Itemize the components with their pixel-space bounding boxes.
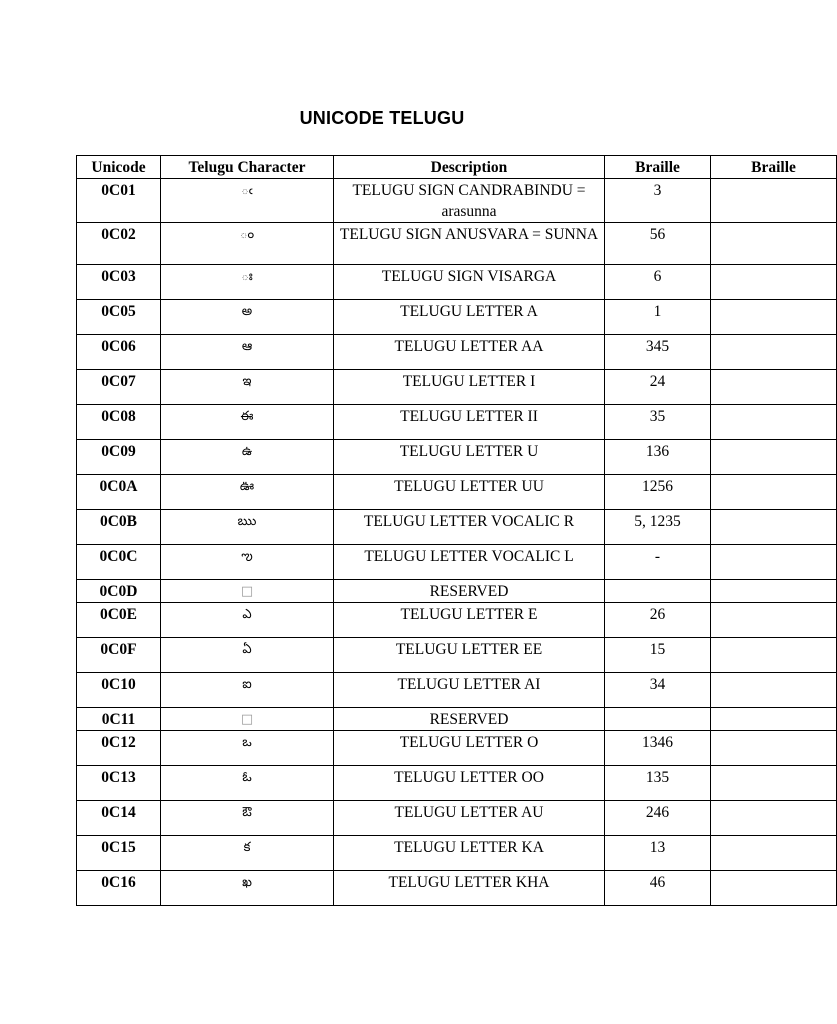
telugu-character-cell: ఌ xyxy=(161,545,334,580)
unicode-code-cell: 0C08 xyxy=(77,405,161,440)
unicode-code-cell: 0C12 xyxy=(77,731,161,766)
braille-cell: 3 xyxy=(605,179,711,223)
table-row xyxy=(77,801,837,836)
description-cell: TELUGU LETTER AA xyxy=(334,335,605,370)
braille-2-cell xyxy=(711,405,837,440)
braille-cell: 46 xyxy=(605,871,711,906)
telugu-character-cell: ఆ xyxy=(161,335,334,370)
unicode-code-cell: 0C11 xyxy=(77,708,161,731)
braille-cell: 13 xyxy=(605,836,711,871)
telugu-character-cell: ః xyxy=(161,265,334,300)
table-row xyxy=(77,731,837,766)
telugu-character-cell: □ xyxy=(161,580,334,603)
braille-cell: 56 xyxy=(605,223,711,265)
braille-cell: 135 xyxy=(605,766,711,801)
braille-cell: 136 xyxy=(605,440,711,475)
description-cell: TELUGU LETTER U xyxy=(334,440,605,475)
description-cell: TELUGU LETTER I xyxy=(334,370,605,405)
table-row xyxy=(77,580,837,603)
telugu-character-cell: □ xyxy=(161,708,334,731)
braille-2-cell xyxy=(711,731,837,766)
description-cell: RESERVED xyxy=(334,580,605,603)
description-cell: TELUGU LETTER KA xyxy=(334,836,605,871)
unicode-code-cell: 0C0F xyxy=(77,638,161,673)
braille-2-cell xyxy=(711,638,837,673)
unicode-code-cell: 0C10 xyxy=(77,673,161,708)
braille-cell: 345 xyxy=(605,335,711,370)
table-row xyxy=(77,603,837,638)
telugu-character-cell: ఇ xyxy=(161,370,334,405)
telugu-character-cell: ఒ xyxy=(161,731,334,766)
description-cell: TELUGU LETTER EE xyxy=(334,638,605,673)
braille-2-cell xyxy=(711,475,837,510)
braille-cell: 246 xyxy=(605,801,711,836)
braille-2-cell xyxy=(711,545,837,580)
braille-2-cell xyxy=(711,580,837,603)
column-header-braille-2: Braille xyxy=(711,156,837,179)
braille-2-cell xyxy=(711,265,837,300)
unicode-table xyxy=(76,155,837,906)
telugu-character-cell: ఎ xyxy=(161,603,334,638)
table-row xyxy=(77,766,837,801)
description-cell: TELUGU LETTER UU xyxy=(334,475,605,510)
braille-2-cell xyxy=(711,603,837,638)
telugu-character-cell: అ xyxy=(161,300,334,335)
description-cell: TELUGU LETTER VOCALIC L xyxy=(334,545,605,580)
column-header-braille: Braille xyxy=(605,156,711,179)
description-cell: TELUGU SIGN VISARGA xyxy=(334,265,605,300)
table-row xyxy=(77,836,837,871)
braille-2-cell xyxy=(711,335,837,370)
table-row xyxy=(77,223,837,265)
table-row xyxy=(77,510,837,545)
column-header-description: Description xyxy=(334,156,605,179)
unicode-code-cell: 0C13 xyxy=(77,766,161,801)
braille-cell xyxy=(605,580,711,603)
telugu-character-cell: ఖ xyxy=(161,871,334,906)
braille-2-cell xyxy=(711,510,837,545)
unicode-code-cell: 0C07 xyxy=(77,370,161,405)
braille-cell: 1256 xyxy=(605,475,711,510)
description-cell: TELUGU LETTER A xyxy=(334,300,605,335)
description-cell: TELUGU LETTER OO xyxy=(334,766,605,801)
table-container xyxy=(76,155,796,906)
braille-cell: 24 xyxy=(605,370,711,405)
unicode-code-cell: 0C0E xyxy=(77,603,161,638)
telugu-character-cell: క xyxy=(161,836,334,871)
braille-2-cell xyxy=(711,300,837,335)
description-cell: TELUGU LETTER KHA xyxy=(334,871,605,906)
telugu-character-cell: ఈ xyxy=(161,405,334,440)
braille-cell: 26 xyxy=(605,603,711,638)
telugu-character-cell: ఊ xyxy=(161,475,334,510)
braille-2-cell xyxy=(711,223,837,265)
description-cell: TELUGU LETTER AI xyxy=(334,673,605,708)
column-header-character: Telugu Character xyxy=(161,156,334,179)
braille-2-cell xyxy=(711,836,837,871)
table-row xyxy=(77,673,837,708)
braille-cell: 6 xyxy=(605,265,711,300)
telugu-character-cell: ఉ xyxy=(161,440,334,475)
unicode-code-cell: 0C05 xyxy=(77,300,161,335)
column-header-unicode: Unicode xyxy=(77,156,161,179)
description-cell: RESERVED xyxy=(334,708,605,731)
telugu-character-cell: ఋ xyxy=(161,510,334,545)
table-row xyxy=(77,265,837,300)
braille-2-cell xyxy=(711,179,837,223)
telugu-character-cell: ఏ xyxy=(161,638,334,673)
description-cell: TELUGU LETTER E xyxy=(334,603,605,638)
unicode-code-cell: 0C0B xyxy=(77,510,161,545)
unicode-code-cell: 0C03 xyxy=(77,265,161,300)
table-row xyxy=(77,335,837,370)
description-cell: TELUGU LETTER AU xyxy=(334,801,605,836)
telugu-character-cell: ఁ xyxy=(161,179,334,223)
braille-cell: 35 xyxy=(605,405,711,440)
description-cell: TELUGU SIGN CANDRABINDU = arasunna xyxy=(334,179,605,223)
unicode-code-cell: 0C16 xyxy=(77,871,161,906)
table-header-row xyxy=(77,156,837,179)
unicode-code-cell: 0C0C xyxy=(77,545,161,580)
unicode-code-cell: 0C01 xyxy=(77,179,161,223)
telugu-character-cell: ఓ xyxy=(161,766,334,801)
table-row xyxy=(77,638,837,673)
unicode-code-cell: 0C06 xyxy=(77,335,161,370)
table-row xyxy=(77,475,837,510)
telugu-character-cell: ఔ xyxy=(161,801,334,836)
description-cell: TELUGU LETTER II xyxy=(334,405,605,440)
unicode-code-cell: 0C0D xyxy=(77,580,161,603)
unicode-code-cell: 0C0A xyxy=(77,475,161,510)
braille-2-cell xyxy=(711,871,837,906)
braille-2-cell xyxy=(711,673,837,708)
unicode-code-cell: 0C02 xyxy=(77,223,161,265)
table-row xyxy=(77,405,837,440)
telugu-character-cell: ం xyxy=(161,223,334,265)
table-row xyxy=(77,871,837,906)
table-row xyxy=(77,545,837,580)
table-row xyxy=(77,440,837,475)
table-row xyxy=(77,370,837,405)
braille-2-cell xyxy=(711,440,837,475)
braille-cell: 1346 xyxy=(605,731,711,766)
description-cell: TELUGU LETTER O xyxy=(334,731,605,766)
unicode-code-cell: 0C09 xyxy=(77,440,161,475)
table-row xyxy=(77,708,837,731)
page-title: UNICODE TELUGU xyxy=(299,108,465,128)
braille-2-cell xyxy=(711,801,837,836)
telugu-character-cell: ఐ xyxy=(161,673,334,708)
braille-cell xyxy=(605,708,711,731)
description-cell: TELUGU LETTER VOCALIC R xyxy=(334,510,605,545)
braille-cell: - xyxy=(605,545,711,580)
braille-2-cell xyxy=(711,370,837,405)
table-body xyxy=(77,179,837,906)
unicode-code-cell: 0C15 xyxy=(77,836,161,871)
unicode-code-cell: 0C14 xyxy=(77,801,161,836)
description-cell: TELUGU SIGN ANUSVARA = SUNNA xyxy=(334,223,605,265)
braille-cell: 1 xyxy=(605,300,711,335)
braille-2-cell xyxy=(711,708,837,731)
braille-cell: 34 xyxy=(605,673,711,708)
table-row xyxy=(77,179,837,223)
braille-cell: 15 xyxy=(605,638,711,673)
braille-2-cell xyxy=(711,766,837,801)
table-row xyxy=(77,300,837,335)
braille-cell: 5, 1235 xyxy=(605,510,711,545)
